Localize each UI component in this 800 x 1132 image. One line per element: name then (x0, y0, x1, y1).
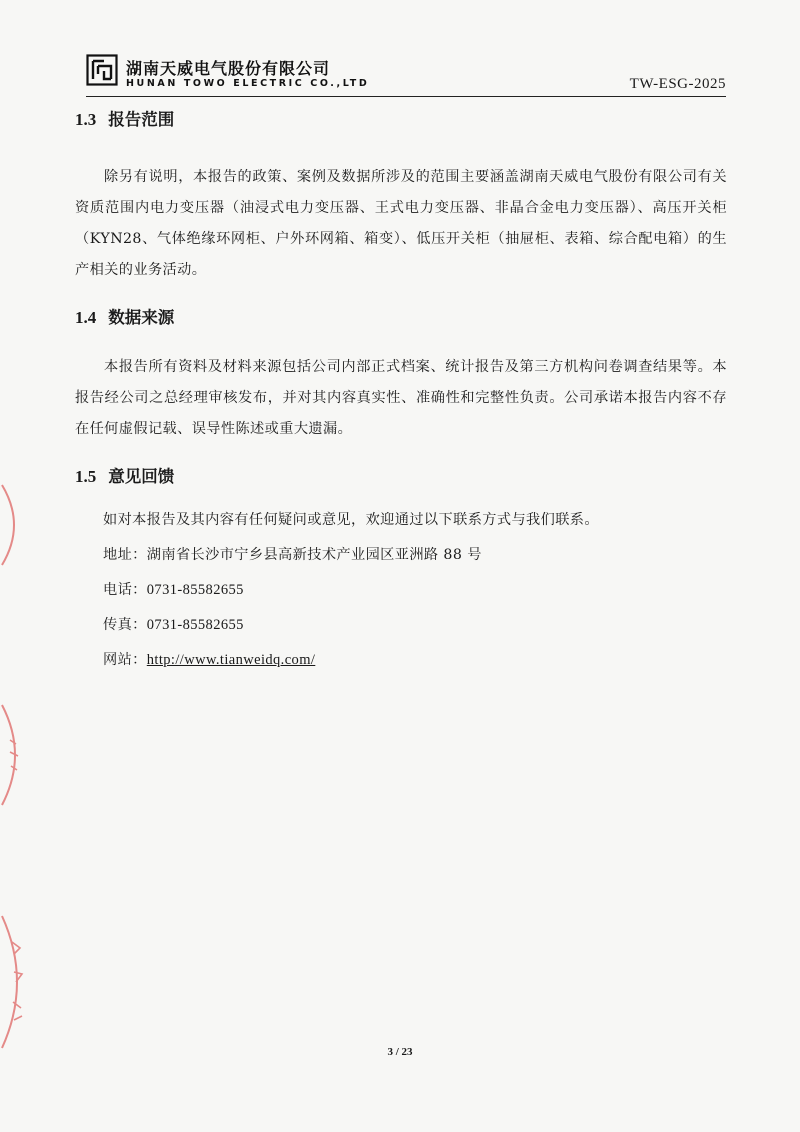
header-divider (86, 96, 726, 97)
document-code: TW-ESG-2025 (629, 76, 726, 92)
phone-label: 电话： (103, 582, 147, 598)
page-header (86, 50, 726, 98)
fax-label: 传真： (103, 617, 147, 633)
section-paragraph-1-3: 除另有说明，本报告的政策、案例及数据所涉及的范围主要涵盖湖南天威电气股份有限公司有关资质范围内电力变压器（油浸式电力变压器、王式电力变压器、非晶合金电力变压器）、高压开关柜（KYN28、气体绝缘环网柜、户外环网箱、箱变）、低压开关柜（抽屉柜、表箱、综合配电箱）的生产相关的业务活动。 (75, 169, 727, 278)
contact-address (75, 540, 727, 571)
seal-stamp-fragment-top (0, 480, 30, 570)
section-heading-1-4: 1.4 数据来源 (75, 308, 175, 327)
section-heading-1-3: 1.3 报告范围 (75, 110, 175, 129)
website-label: 网站： (103, 652, 147, 668)
contact-phone (75, 575, 727, 606)
website-link[interactable]: http://www.tianweidq.com/ (146, 652, 316, 668)
section-heading-1-5: 1.5 意见回馈 (75, 467, 175, 486)
company-name-en: HUNAN TOWO ELECTRIC CO.,LTD (126, 78, 370, 89)
address-label: 地址： (103, 547, 147, 563)
page-content (75, 104, 727, 676)
feedback-intro: 如对本报告及其内容有任何疑问或意见，欢迎通过以下联系方式与我们联系。 (103, 512, 599, 528)
seal-stamp-fragment-bottom (0, 912, 36, 1052)
company-logo-icon (86, 54, 118, 86)
phone-value: 0731-85582655 (146, 582, 244, 598)
fax-value: 0731-85582655 (146, 617, 244, 633)
page-number: 3 / 23 (387, 1046, 413, 1058)
address-value: 湖南省长沙市宁乡县高新技术产业园区亚洲路 88 号 (146, 547, 482, 563)
seal-stamp-fragment-middle (0, 700, 30, 810)
section-paragraph-1-4: 本报告所有资料及材料来源包括公司内部正式档案、统计报告及第三方机构问卷调查结果等。本报告经公司之总经理审核发布，并对其内容真实性、准确性和完整性负责。公司承诺本报告内容不存在任何虚假记载、误导性陈述或重大遗漏。 (75, 359, 727, 437)
contact-website (75, 645, 727, 676)
contact-fax (75, 610, 727, 641)
company-name-cn: 湖南天威电气股份有限公司 (126, 59, 331, 78)
